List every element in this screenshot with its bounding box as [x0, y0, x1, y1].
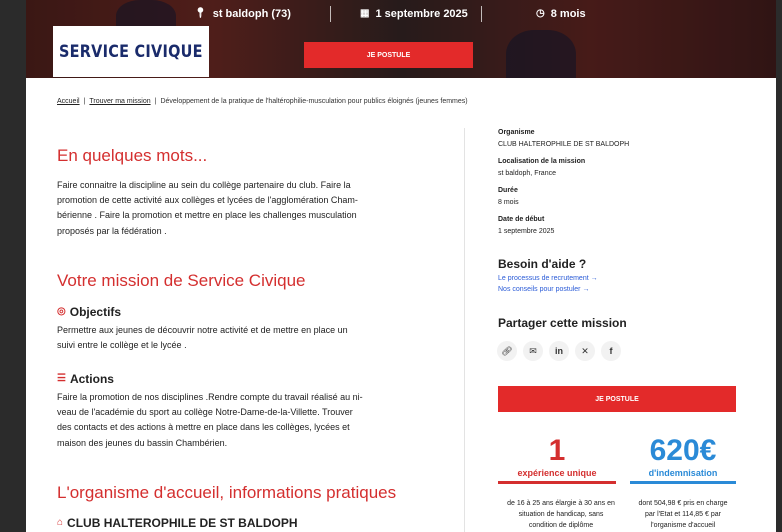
actions-line: veau de l'académie du sport au collège Notre-Dame-de-la-Villette. Trouver	[57, 407, 353, 418]
hero-date	[360, 8, 468, 20]
actions-heading	[57, 372, 114, 386]
share-title: Partager cette mission	[498, 316, 627, 330]
breadcrumb: Accueil | Trouver ma mission | Développement de la pratique de l'haltérophilie-musculation pour publics éloignés (jeunes femmes)	[57, 98, 468, 105]
main-page	[26, 78, 776, 532]
intro-line: proposés par la fédération .	[57, 225, 167, 236]
objectives-line: Permettre aux jeunes de découvrir notre activité et de mettre en place un	[57, 325, 348, 335]
actions-line: maison des jeunes du bassin Chambérien.	[57, 437, 228, 448]
arrow-right-icon: →	[590, 275, 598, 282]
org-value: CLUB HALTEROPHILE DE ST BALDOPH	[498, 141, 630, 148]
intro-line: Faire connaitre la discipline au sein du collège partenaire du club. Faire la	[57, 180, 351, 190]
facebook-icon: f	[609, 346, 613, 356]
stat-desc-line: l'organisme d'accueil	[650, 522, 716, 529]
intro-title: En quelques mots...	[57, 146, 208, 165]
hero-duration	[536, 8, 586, 20]
actions-paragraph	[57, 390, 427, 451]
mission-title: Votre mission de Service Civique	[57, 271, 306, 290]
stat-experience-bar	[498, 481, 616, 484]
start-label: Date de début	[498, 216, 545, 223]
hero-separator	[481, 6, 482, 22]
stat-desc-line: situation de handicap, sans	[518, 511, 604, 518]
sidebar-apply-button[interactable]: JE POSTULE	[498, 386, 736, 412]
list-icon: ☰	[57, 373, 66, 384]
hero-meta	[26, 6, 776, 24]
actions-line: des contacts et des actions à mettre en place dans les collèges, lycées et	[57, 422, 350, 433]
hero-location-text: st baldoph (73)	[212, 8, 291, 20]
objectives-heading	[57, 305, 121, 319]
objectives-line: suivi entre le collège et le lycée .	[57, 340, 187, 351]
objectives-paragraph	[57, 323, 427, 353]
hero-apply-button[interactable]: JE POSTULE	[304, 42, 473, 68]
clock-icon: ◷	[536, 8, 545, 19]
hero-location	[194, 8, 291, 20]
location-pin-icon: 📍︎	[194, 8, 207, 19]
hero-duration-text: 8 mois	[550, 8, 586, 20]
hero-date-text: 1 septembre 2025	[375, 8, 468, 20]
help-link-advice[interactable]	[498, 286, 589, 293]
intro-line: bérienne . Faire la promotion et mettre en place les challenges musculation	[57, 210, 357, 221]
host-name: CLUB HALTEROPHILE DE ST BALDOPH	[67, 516, 298, 530]
location-label: Localisation de la mission	[498, 158, 586, 165]
breadcrumb-current: Développement de la pratique de l'haltérophilie-musculation pour publics éloignés (jeunes femmes)	[160, 98, 468, 105]
email-icon: ✉	[529, 345, 537, 356]
start-value: 1 septembre 2025	[498, 228, 555, 235]
hero-separator	[330, 6, 331, 22]
host-name-heading	[57, 516, 298, 530]
location-value: st baldoph, France	[498, 170, 556, 177]
share-linkedin-button[interactable]	[549, 341, 569, 361]
column-divider	[464, 128, 465, 532]
help-link-recruitment[interactable]	[498, 275, 598, 282]
stat-indemnity-value: 620€	[649, 434, 717, 467]
duration-value: 8 mois	[498, 199, 519, 206]
share-email-button[interactable]	[523, 341, 543, 361]
org-label: Organisme	[498, 129, 535, 136]
help-title: Besoin d'aide ?	[498, 257, 587, 271]
link-icon: 🔗︎	[501, 345, 513, 356]
share-facebook-button[interactable]	[601, 341, 621, 361]
actions-line: Faire la promotion de nos disciplines .Rendre compte du travail réalisé au ni-	[57, 392, 363, 402]
stat-experience-label: expérience unique	[517, 468, 597, 478]
help-link-recruitment-text: Le processus de recrutement	[498, 275, 589, 282]
breadcrumb-home-link[interactable]: Accueil	[57, 98, 80, 105]
objectives-title: Objectifs	[69, 305, 122, 319]
linkedin-icon: in	[555, 346, 563, 356]
intro-line: promotion de cette activité aux collèges et lycées de l'agglomération Cham-	[57, 195, 358, 206]
calendar-icon: ▦	[360, 8, 370, 19]
actions-title: Actions	[69, 372, 114, 386]
host-title: L'organisme d'accueil, informations pratiques	[57, 483, 397, 502]
share-x-button[interactable]	[575, 341, 595, 361]
stat-desc-line: condition de diplôme	[528, 522, 594, 529]
stat-indemnity-bar	[630, 481, 736, 484]
service-civique-logo[interactable]	[53, 26, 209, 77]
logo-text: SERVICE CIVIQUE	[59, 41, 203, 62]
stat-indemnity-label: d'indemnisation	[648, 468, 718, 478]
stat-experience-value: 1	[548, 434, 566, 467]
breadcrumb-find-link[interactable]: Trouver ma mission	[89, 98, 151, 105]
duration-label: Durée	[498, 187, 518, 194]
building-icon: ⌂	[57, 517, 64, 528]
help-link-advice-text: Nos conseils pour postuler	[498, 286, 581, 293]
stat-desc-line: dont 504,98 € pris en charge	[638, 500, 728, 507]
arrow-right-icon: →	[582, 286, 590, 293]
stat-indemnity-desc	[626, 498, 740, 531]
x-icon: ✕	[581, 345, 589, 356]
stat-experience-desc	[498, 498, 624, 531]
intro-paragraph	[57, 178, 427, 239]
target-icon: ◎	[57, 306, 66, 317]
share-link-button[interactable]	[497, 341, 517, 361]
stat-desc-line: par l'Etat et 114,85 € par	[645, 511, 721, 518]
stat-desc-line: de 16 à 25 ans élargie à 30 ans en	[507, 500, 615, 507]
